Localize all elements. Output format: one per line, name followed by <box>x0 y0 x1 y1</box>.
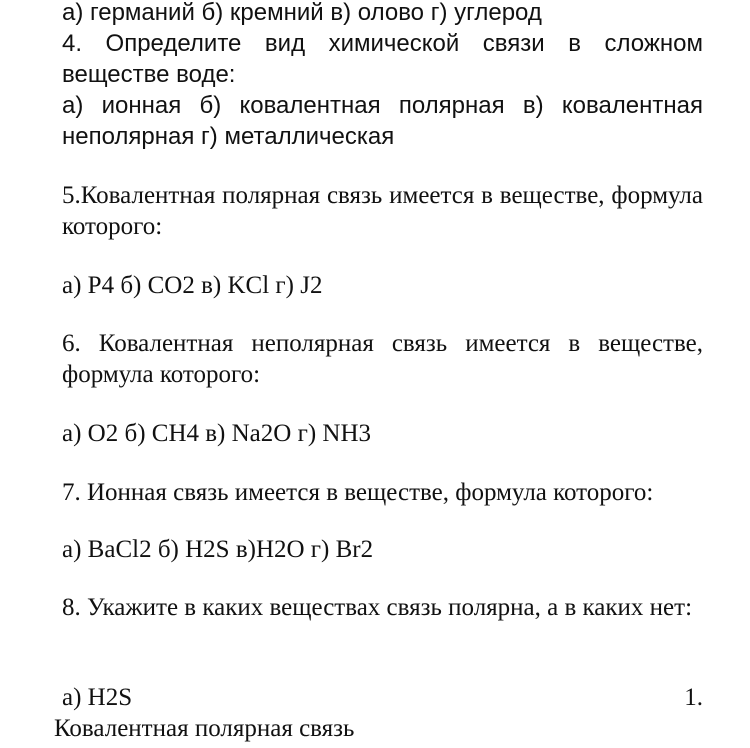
question-7: 7. Ионная связь имеется в веществе, формула которого: <box>62 479 654 506</box>
question-5: 5.Ковалентная полярная связь имеется в веществе, формула которого: <box>62 182 703 240</box>
question-4: 4. Определите вид химической связи в сложном веществе воде: <box>62 30 703 88</box>
answer-options-q4: а) ионная б) ковалентная полярная в) ковалентная неполярная г) металлическая <box>62 92 703 150</box>
question-8: 8. Укажите в каких веществах связь полярна, а в каких нет: <box>62 594 693 621</box>
question-6: 6. Ковалентная неполярная связь имеется в веществе, формула которого: <box>62 330 703 388</box>
answer-options-q6: а) O2 б) CH4 в) Na2O г) NH3 <box>62 420 372 447</box>
match-option-text: Ковалентная полярная связь <box>54 715 355 742</box>
answer-item-a: а) H2S <box>62 684 133 711</box>
match-number: 1. <box>684 684 703 711</box>
answer-options-q7: а) BaCl2 б) H2S в)H2O г) Br2 <box>62 536 374 563</box>
answer-options-q5: а) P4 б) CO2 в) KCl г) J2 <box>62 272 323 299</box>
answer-row-q8 <box>54 682 703 713</box>
answer-options-q3: а) германий б) кремний в) олово г) углерод <box>62 0 542 26</box>
